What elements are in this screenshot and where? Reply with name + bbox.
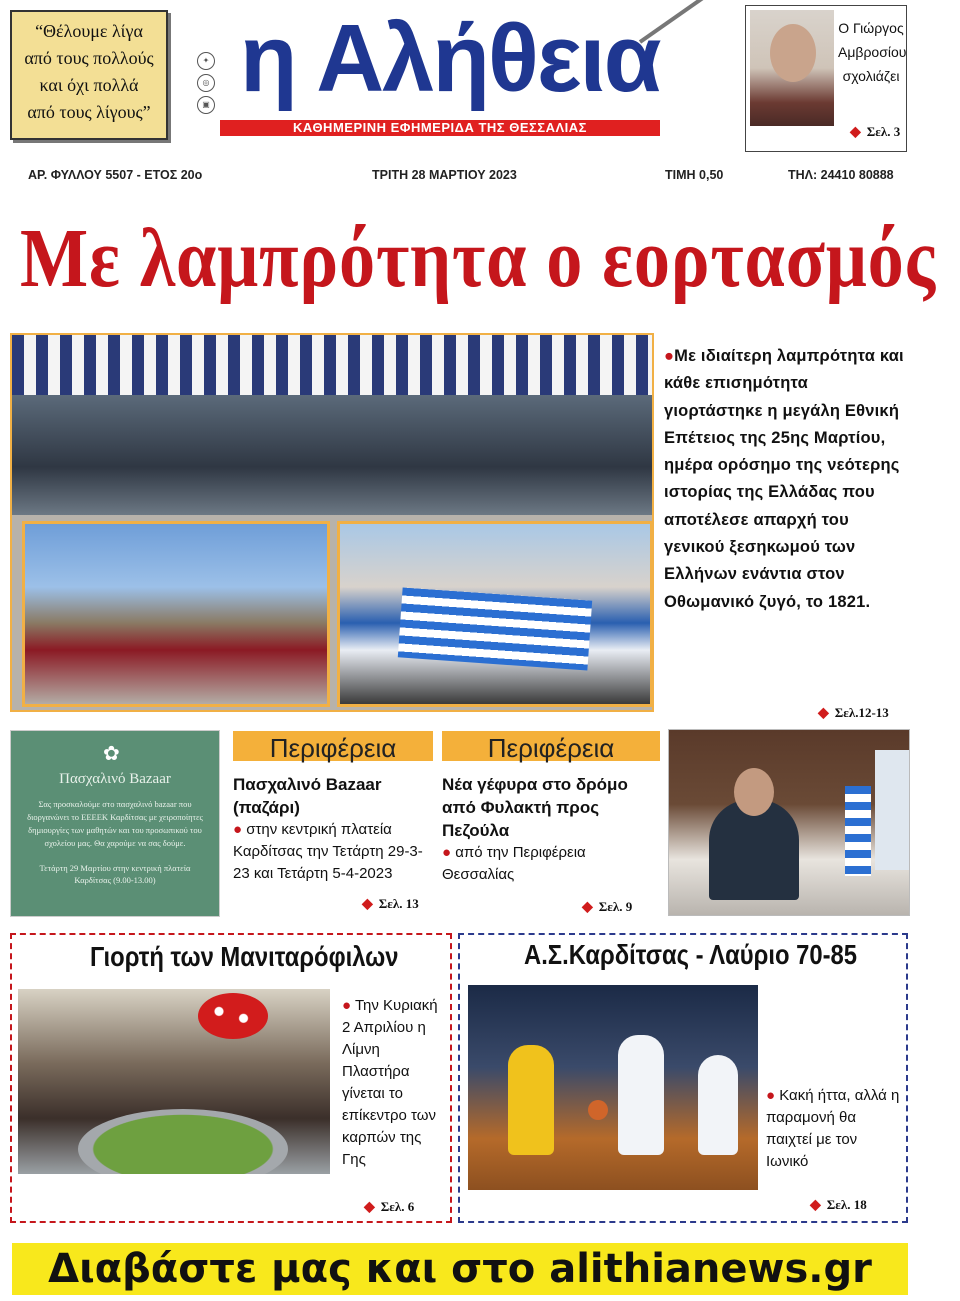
issue-number: ΑΡ. ΦΥΛΛΟΥ 5507 - ΕΤΟΣ 20ο bbox=[28, 168, 203, 182]
basketball-box bbox=[458, 933, 908, 1223]
motto-line: “Θέλουμε λίγα bbox=[35, 21, 143, 41]
article-title[interactable]: Νέα γέφυρα στο δρόμο από Φυλακτή προς Πεζούλα bbox=[442, 775, 628, 840]
region-section-bazaar bbox=[233, 731, 433, 885]
main-headline: Με λαμπρότητα ο εορτασμός bbox=[20, 212, 937, 305]
columnist-box[interactable] bbox=[745, 5, 907, 152]
bazaar-poster-body: Σας προσκαλούμε στο πασχαλινό bazaar που διοργανώνει το ΕΕΕΕΚ Καρδίτσας με χειροποίητες δημιουργίες των μαθητών και του προσωπικού του σχολείου μας. Θα χαρούμε να σας δούμε. bbox=[27, 799, 203, 848]
seal-icon: ▣ bbox=[197, 96, 215, 114]
bazaar-poster-footer: Τετάρτη 29 Μαρτίου στην κεντρική πλατεία Καρδίτσας (9.00-13.00) bbox=[39, 863, 191, 885]
mushroom-hat-icon bbox=[198, 993, 268, 1039]
article-summary: ● στην κεντρική πλατεία Καρδίτσας την Τετάρτη 29-3-23 και Τετάρτη 5-4-2023 bbox=[233, 821, 423, 882]
festival-page-ref[interactable]: ◆ Σελ. 6 bbox=[364, 1199, 415, 1215]
issue-date: ΤΡΙΤΗ 28 ΜΑΡΤΙΟΥ 2023 bbox=[372, 168, 517, 182]
festival-photo bbox=[18, 989, 330, 1174]
columnist-caption bbox=[838, 16, 907, 88]
page-ref[interactable]: ◆ Σελ. 3 bbox=[850, 124, 901, 140]
festival-summary: ● Την Κυριακή 2 Απριλίου η Λίμνη Πλαστήρα γίνεται το επίκεντρο των καρπών της Γης bbox=[342, 997, 438, 1168]
officials-photo bbox=[12, 395, 652, 515]
bazaar-poster[interactable] bbox=[10, 730, 220, 917]
basketball-summary: ● Κακή ήττα, αλλά η παραμονή θα παιχτεί με τον Ιωνικό bbox=[766, 1087, 900, 1170]
diamond-icon: ◆ bbox=[818, 706, 829, 721]
motto-line: από τους λίγους” bbox=[27, 102, 151, 122]
main-photo-collage[interactable] bbox=[10, 333, 654, 712]
article-title[interactable]: Πασχαλινό Bazaar (παζάρι) bbox=[233, 775, 382, 817]
issue-info-bar bbox=[28, 168, 908, 184]
monitor bbox=[875, 750, 909, 870]
main-story bbox=[664, 343, 904, 616]
newspaper-title: η Αλήθεια bbox=[240, 5, 660, 112]
article-summary: ● από την Περιφέρεια Θεσσαλίας bbox=[442, 844, 586, 883]
festival-title[interactable]: Γιορτή των Μανιταρόφιλων bbox=[90, 941, 399, 972]
diamond-icon: ◆ bbox=[362, 897, 373, 912]
columnist-line: Αμβροσίου bbox=[838, 44, 907, 60]
main-story-page-ref[interactable]: ◆ Σελ.12-13 bbox=[818, 705, 889, 721]
mushroom-festival-box bbox=[10, 933, 452, 1223]
columnist-photo bbox=[750, 10, 834, 126]
flower-icon: ✿ bbox=[103, 743, 120, 765]
bazaar-poster-title: Πασχαλινό Bazaar bbox=[59, 771, 171, 787]
section-header: Περιφέρεια bbox=[442, 731, 660, 761]
greek-flag-icon bbox=[398, 587, 592, 670]
regional-governor-photo[interactable] bbox=[668, 729, 910, 916]
bullet-icon: ● bbox=[442, 844, 452, 861]
section-header: Περιφέρεια bbox=[233, 731, 433, 761]
bullet-icon: ● bbox=[766, 1087, 776, 1104]
diamond-icon: ◆ bbox=[582, 900, 593, 915]
cooking-pan bbox=[78, 1109, 288, 1174]
flag-parade-photo bbox=[337, 521, 653, 707]
seal-icon: ✦ bbox=[197, 52, 215, 70]
website-banner[interactable]: Διαβάστε μας και στο alithianews.gr bbox=[12, 1243, 908, 1295]
bullet-icon: ● bbox=[664, 347, 675, 365]
newspaper-subtitle: ΚΑΘΗΜΕΡΙΝΗ ΕΦΗΜΕΡΙΔΑ ΤΗΣ ΘΕΣΣΑΛΙΑΣ bbox=[220, 120, 660, 136]
columnist-face bbox=[770, 24, 816, 82]
player-yellow bbox=[508, 1045, 554, 1155]
main-story-text: Με ιδιαίτερη λαμπρότητα και κάθε επισημότητα γιορτάστηκε η μεγάλη Εθνική Επέτειος της 25ης Μαρτίου, ημέρα ορόσημο της νεότερης ιστορίας της Ελλάδας που αποτέλεσε απαρχή του γενικού ξεσηκωμού των Ελλήνων ενάντια στον Οθωμανικό ζυγό, το 1821. bbox=[664, 347, 904, 611]
diamond-icon: ◆ bbox=[850, 125, 861, 140]
bullet-icon: ● bbox=[342, 997, 352, 1014]
player-white bbox=[618, 1035, 664, 1155]
columnist-line: Ο Γιώργος bbox=[838, 20, 904, 36]
basketball-photo bbox=[468, 985, 758, 1190]
phone-number: ΤΗΛ: 24410 80888 bbox=[788, 168, 894, 182]
region1-page-ref[interactable]: ◆ Σελ. 13 bbox=[362, 896, 419, 912]
issue-price: ΤΙΜΗ 0,50 bbox=[665, 168, 724, 182]
certification-emblems bbox=[196, 52, 216, 132]
greek-flag-icon bbox=[845, 786, 871, 876]
bullet-icon: ● bbox=[233, 821, 243, 838]
player-white bbox=[698, 1055, 738, 1155]
striped-awning bbox=[12, 335, 652, 395]
motto-box bbox=[10, 10, 168, 140]
motto-line: από τους πολλούς bbox=[24, 48, 154, 68]
band-parade-photo bbox=[22, 521, 330, 707]
governor-head bbox=[734, 768, 774, 816]
diamond-icon: ◆ bbox=[364, 1200, 375, 1215]
basketball-page-ref[interactable]: ◆ Σελ. 18 bbox=[810, 1197, 867, 1213]
basketball-title[interactable]: Α.Σ.Καρδίτσας - Λαύριο 70-85 bbox=[524, 939, 857, 970]
region-section-bridge bbox=[442, 731, 660, 886]
masthead bbox=[240, 5, 720, 135]
basketball-icon bbox=[588, 1100, 608, 1120]
region2-page-ref[interactable]: ◆ Σελ. 9 bbox=[582, 899, 633, 915]
columnist-line: σχολιάζει bbox=[842, 68, 900, 84]
diamond-icon: ◆ bbox=[810, 1198, 821, 1213]
motto-line: και όχι πολλά bbox=[39, 75, 139, 95]
seal-icon: ◎ bbox=[197, 74, 215, 92]
